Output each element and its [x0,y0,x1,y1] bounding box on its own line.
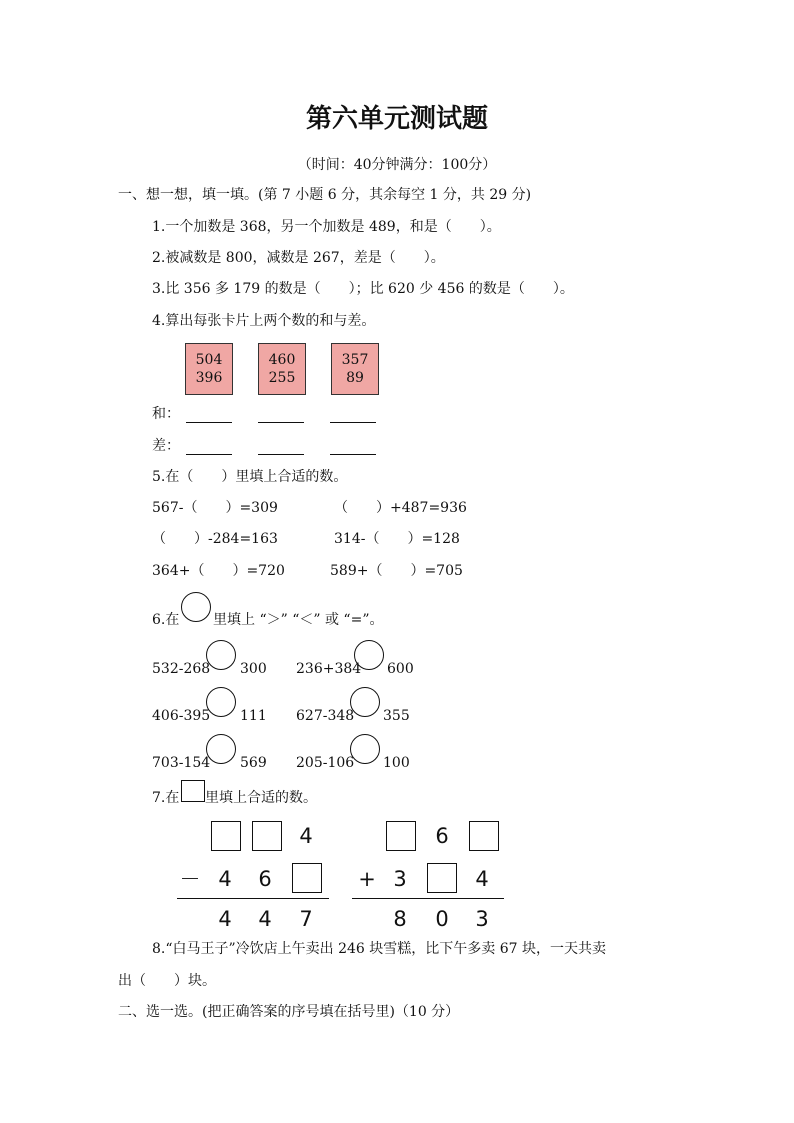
digit-box[interactable] [427,863,457,893]
compare-circle[interactable] [350,734,380,764]
digit-box[interactable] [469,821,499,851]
compare-left: 703-154 [152,755,211,771]
question-7-end: 里填上合适的数。 [205,790,317,806]
sum-line [352,898,504,899]
compare-circle[interactable] [206,640,236,670]
equation-item: 589+（ ）=705 [330,563,463,579]
digit: 4 [258,907,272,931]
sum-line [177,898,329,899]
answer-blank[interactable] [330,453,376,455]
digit-box[interactable] [386,821,416,851]
compare-circle[interactable] [354,640,384,670]
answer-blank[interactable] [258,421,304,423]
digit-box[interactable] [211,821,241,851]
card-top-number: 357 [341,352,369,368]
compare-circle[interactable] [206,734,236,764]
question-5: 5.在（ ）里填上合适的数。 [152,469,348,485]
compare-right: 600 [387,661,414,677]
compare-right: 100 [383,755,410,771]
equation-item: 567-（ ）=309 [152,500,278,516]
answer-blank[interactable] [258,453,304,455]
circle-icon [181,592,211,622]
digit: 4 [475,867,489,891]
question-4: 4.算出每张卡片上两个数的和与差。 [152,313,376,329]
equation-item: （ ）-284=163 [152,531,278,547]
compare-right: 569 [240,755,267,771]
question-3: 3.比 356 多 179 的数是（ ）；比 620 少 456 的数是（ ）。 [152,281,574,297]
digit: 4 [218,867,232,891]
number-card [185,343,233,395]
digit: 6 [435,824,449,848]
compare-left: 532-268 [152,661,211,677]
card-bottom-number: 89 [346,370,364,386]
digit: 0 [435,907,449,931]
digit: 6 [258,867,272,891]
page-subtitle: （时间：40分钟满分：100分） [297,157,497,173]
digit: 4 [299,824,313,848]
answer-blank[interactable] [330,421,376,423]
minus-sign: － [179,867,201,891]
compare-right: 111 [240,708,267,724]
question-7-start: 7.在 [152,790,180,806]
answer-blank[interactable] [186,421,232,423]
number-card [331,343,379,395]
digit-box[interactable] [252,821,282,851]
answer-blank[interactable] [186,453,232,455]
equation-item: 314-（ ）=128 [334,531,460,547]
equation-item: 364+（ ）=720 [152,563,285,579]
digit-box[interactable] [292,863,322,893]
digit: 8 [393,907,407,931]
compare-circle[interactable] [206,687,236,717]
question-6-end: 里填上 “＞” “＜” 或 “=”。 [213,612,384,628]
card-top-number: 504 [195,352,223,368]
digit: 4 [218,907,232,931]
question-8-line-2: 出（ ）块。 [118,973,216,989]
compare-left: 627-348 [296,708,355,724]
compare-left: 236+384 [296,661,362,677]
compare-right: 300 [240,661,267,677]
digit: 3 [393,867,407,891]
card-bottom-number: 255 [268,370,296,386]
equation-item: （ ）+487=936 [334,500,467,516]
question-1: 1.一个加数是 368，另一个加数是 489，和是（ ）。 [152,219,501,235]
digit: 7 [299,907,313,931]
compare-left: 205-106 [296,755,355,771]
page-title: 第六单元测试题 [305,104,488,134]
digit: 3 [475,907,489,931]
question-8-line-1: 8.“白马王子”冷饮店上午卖出 246 块雪糕，比下午多卖 67 块，一天共卖 [152,941,607,957]
compare-circle[interactable] [350,687,380,717]
section-2-heading: 二、选一选。(把正确答案的序号填在括号里)（10 分） [118,1004,460,1020]
plus-sign: + [358,867,376,891]
card-bottom-number: 396 [195,370,223,386]
compare-left: 406-395 [152,708,211,724]
sum-label: 和： [152,406,180,422]
card-top-number: 460 [268,352,296,368]
question-6-start: 6.在 [152,612,180,628]
section-1-heading: 一、想一想，填一填。(第 7 小题 6 分，其余每空 1 分，共 29 分) [118,187,532,203]
number-card [258,343,306,395]
square-icon [181,780,205,802]
question-2: 2.被减数是 800，减数是 267，差是（ ）。 [152,250,445,266]
difference-label: 差： [152,438,180,454]
compare-right: 355 [383,708,410,724]
